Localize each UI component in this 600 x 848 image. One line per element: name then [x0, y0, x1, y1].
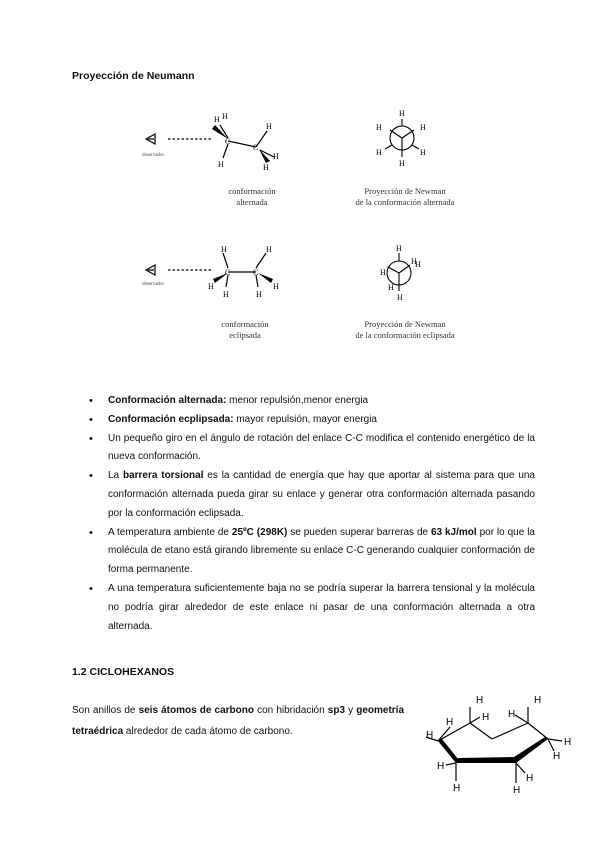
atom-label: H: [453, 783, 461, 794]
atom-label: H: [553, 751, 561, 762]
atom-label: H: [388, 283, 394, 292]
conformation-notes-list: [80, 392, 535, 636]
atom-label: H: [273, 152, 279, 161]
section-title-cyclohexanes: 1.2 CICLOHEXANOS: [72, 666, 175, 678]
list-item: • Un pequeño giro en el ángulo de rotación del enlace C-C modifica el contenido energético de la nueva conformación.: [80, 430, 535, 468]
staggered-sawhorse: [146, 125, 274, 158]
caption-newman-eclipsed: Proyección de Newman de la conformación eclipsada: [355, 319, 455, 340]
list-item: • Conformación alternada: menor repulsión,menor energia: [80, 392, 535, 411]
section-title-newman: Proyección de Neumann: [72, 70, 195, 82]
atom-label: H: [396, 244, 402, 253]
atom-label: H: [222, 112, 228, 121]
atom-label: H: [266, 122, 272, 131]
atom-label: H: [214, 115, 220, 124]
atom-label: C: [253, 268, 259, 277]
atom-label: H: [420, 123, 426, 132]
atom-label: H: [376, 123, 382, 132]
list-item: • A temperatura ambiente de 25ºC (298K) se pueden superar barreras de 63 kJ/mol por lo que la molécula de etano está girando libremente su enlace C-C generando cualquier conformación de forma permanente.: [80, 524, 535, 580]
atom-label: C: [253, 143, 259, 152]
atom-label: H: [420, 148, 426, 157]
atom-label: H: [482, 712, 490, 723]
atom-label: H: [526, 773, 534, 784]
atom-label: H: [221, 245, 227, 254]
atom-label: H: [399, 109, 405, 118]
atom-label: H: [376, 148, 382, 157]
cyclohexane-paragraph: Son anillos de seis átomos de carbono con hibridación sp3 y geometría tetraédrica alrededor de cada átomo de carbono.: [72, 705, 405, 737]
atom-label: H: [223, 290, 229, 299]
list-item: • Conformación ecplipsada: mayor repulsión, mayor energia: [80, 411, 535, 430]
list-item: • A una temperatura suficientemente baja no se podría superar la barrera tensional y la molécula no podría girar alrededor de este enlace ni pasar de una conformación alternada a otra alternada.: [80, 580, 535, 636]
caption-newman-staggered: Proyección de Newman de la conformación alternada: [355, 186, 455, 207]
atom-label: H: [534, 695, 542, 706]
atom-label: H: [397, 293, 403, 302]
cyclohexane-chair-figure: [410, 693, 580, 803]
atom-label: H: [411, 257, 417, 266]
atom-label: H: [263, 163, 269, 172]
ethane-conformations-figure: [120, 95, 500, 365]
atom-label: H: [564, 737, 572, 748]
atom-label: H: [508, 709, 516, 720]
atom-label: H: [218, 160, 224, 169]
atom-label: H: [513, 785, 521, 796]
atom-label: H: [446, 717, 454, 728]
atom-label: H: [380, 268, 386, 277]
atom-label: H: [426, 730, 434, 741]
atom-label: H: [415, 260, 421, 269]
caption-eclipsed: conformación eclipsada: [221, 319, 269, 340]
observer-label: observador: [142, 153, 165, 158]
atom-label: H: [266, 245, 272, 254]
atom-label: H: [476, 695, 484, 706]
list-item: • La barrera torsional es la cantidad de energía que hay que aportar al sistema para que una conformación alternada pueda girar su enlace y generar otra conformación alternada pasando por la conformación eclipsada.: [80, 467, 535, 523]
cyclohexane-chair-drawing: [410, 693, 580, 803]
observer-label: observador: [142, 282, 165, 287]
atom-label: H: [273, 282, 279, 291]
atom-label: H: [437, 761, 445, 772]
atom-label: H: [399, 159, 405, 168]
atom-label: C: [225, 137, 231, 146]
atom-label: H: [208, 282, 214, 291]
atom-label: H: [256, 290, 262, 299]
caption-staggered: conformación alternada: [228, 186, 276, 207]
newman-staggered: [385, 119, 419, 157]
atom-label: C: [225, 268, 231, 277]
